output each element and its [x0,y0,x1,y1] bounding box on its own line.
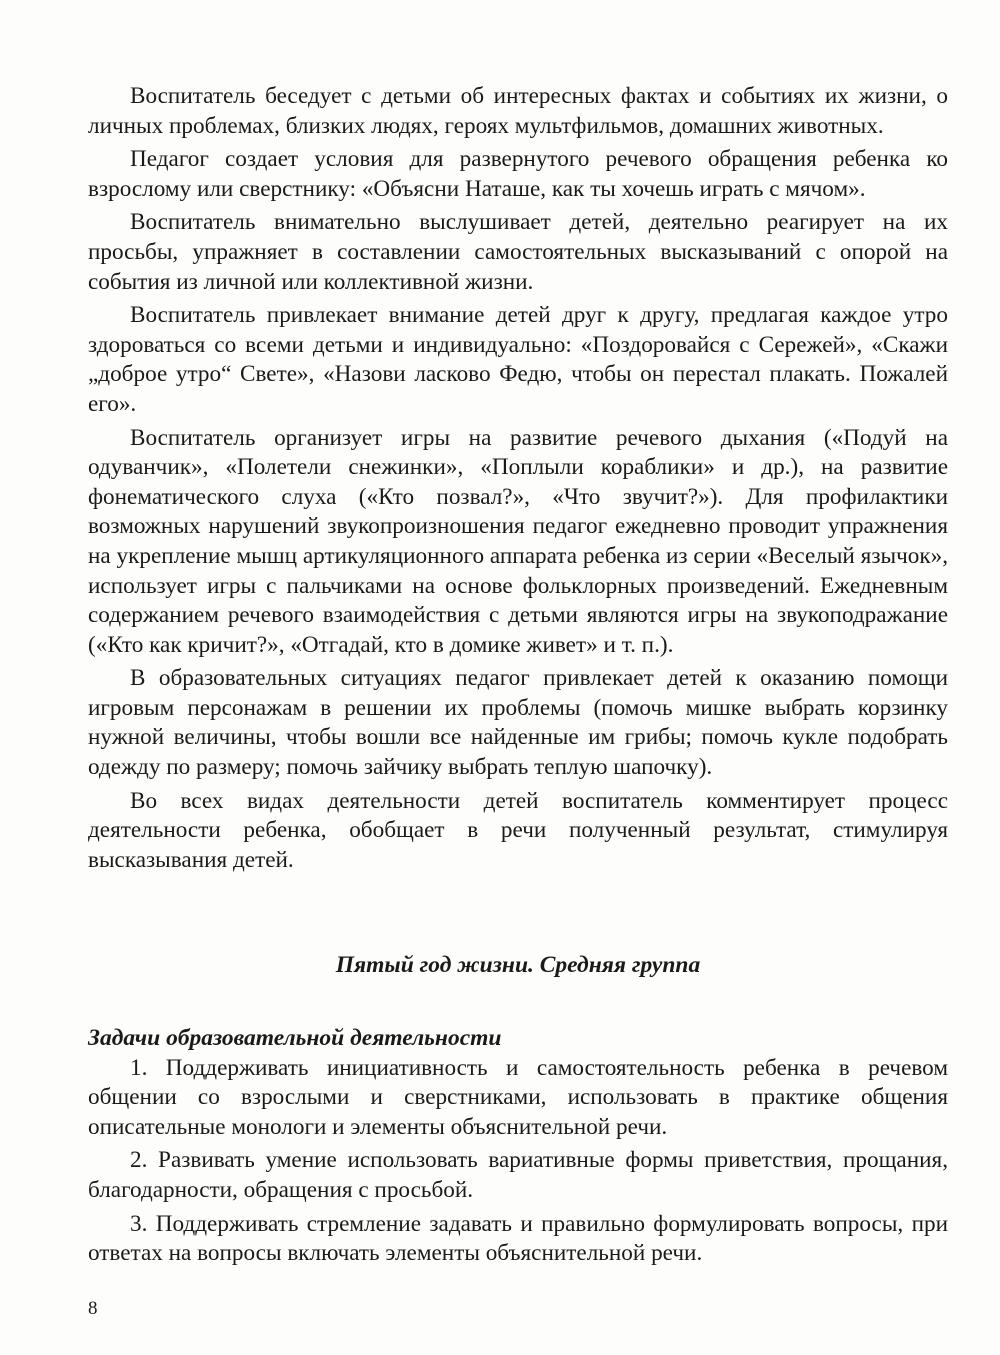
body-text [88,82,948,875]
paragraph: В образовательных ситуациях педагог привлекает детей к оказанию помощи игровым персонажам в решении их проблемы (помочь мишке выбрать корзинку нужной величины, чтобы вошли все найденные им грибы; помочь кукле подобрать одежду по размеру; помочь зайчику выбрать теплую шапочку). [88,665,948,781]
paragraph: Педагог создает условия для развернутого речевого обращения ребенка ко взрослому или сверстнику: «Объясни Наташе, как ты хочешь играть с мячом». [88,146,948,202]
task-item: 3. Поддерживать стремление задавать и правильно формулировать вопросы, при ответах на вопросы включать элементы объяснительной речи. [88,1210,948,1267]
tasks-block [88,1024,948,1269]
task-item: 2. Развивать умение использовать вариативные формы приветствия, прощания, благодарности, обращения с просьбой. [88,1147,948,1203]
paragraph: Воспитатель беседует с детьми об интересных фактах и событиях их жизни, о личных проблемах, близких людях, героях мультфильмов, домашних животных. [88,83,948,139]
task-item: 1. Поддерживать инициативность и самостоятельность ребенка в речевом общении со взрослыми и сверстниками, использовать в практике общения описательные монологи и элементы объяснительной речи. [88,1054,948,1140]
paragraph: Во всех видах деятельности детей воспитатель комментирует процесс деятельности ребенка, обобщает в речи полученный результат, стимулируя высказывания детей. [88,787,948,873]
paragraph: Воспитатель внимательно выслушивает детей, деятельно реагирует на их просьбы, упражняет в составлении самостоятельных высказываний с опорой на события из личной или коллективной жизни. [88,209,948,295]
subheading: Задачи образовательной деятельности [88,1025,502,1051]
paragraph: Воспитатель привлекает внимание детей друг к другу, предлагая каждое утро здороваться со всеми детьми и индивидуально: «Поздоровайся с Сережей», «Скажи „доброе утро“ Свете», «Назови ласково Федю, чтобы он перестал плакать. Пожалей его». [88,302,948,417]
section-title: Пятый год жизни. Средняя группа [335,952,701,978]
page-number: 8 [88,1298,98,1319]
paragraph: Воспитатель организует игры на развитие речевого дыхания («Подуй на одуванчик», «Полетели снежинки», «Поплыли кораблики» и др.), на развитие фонематического слуха («Кто позвал?», «Что звучит?»). Для профилактики возможных нарушений звукопроизношения педагог ежедневно проводит упражнения на укрепление мышц артикуляционного аппарата ребенка из серии «Веселый язычок», использует игры с пальчиками на основе фольклорных произведений. Ежедневным содержанием речевого взаимодействия с детьми являются игры на звукоподражание («Кто как кричит?», «Отгадай, кто в домике живет» и т. п.). [88,424,948,658]
